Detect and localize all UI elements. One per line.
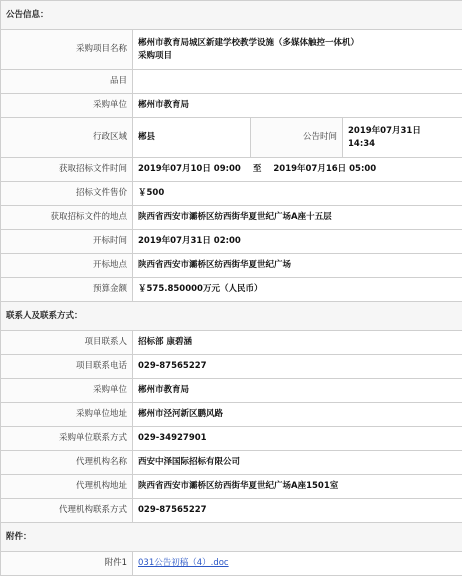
project-name-label: 采购项目名称 — [1, 30, 133, 70]
project-name-value — [133, 30, 462, 70]
doc-place-value: 陕西省西安市灞桥区纺西街华夏世纪广场A座十五层 — [133, 206, 462, 230]
announcement-section-title: 公告信息： — [1, 1, 462, 30]
agency-name-value: 西安中泽国际招标有限公司 — [133, 451, 462, 475]
doc-time-value — [133, 158, 462, 182]
purchaser-value: 郴州市教育局 — [133, 94, 462, 118]
open-place-value: 陕西省西安市灞桥区纺西街华夏世纪广场 — [133, 254, 462, 278]
doc-price-label: 招标文件售价 — [1, 182, 133, 206]
region-value: 郴县 — [133, 118, 251, 158]
attachment1-label: 附件1 — [1, 552, 133, 576]
purchaser-address-value: 郴州市泾河新区鹏风路 — [133, 403, 462, 427]
doc-place-label: 获取招标文件的地点 — [1, 206, 133, 230]
publish-time-value — [343, 118, 462, 158]
attachment1-link[interactable]: 031公告初稿（4）.doc — [138, 558, 229, 568]
purchaser-phone-label: 采购单位联系方式 — [1, 427, 133, 451]
agency-address-value: 陕西省西安市灞桥区纺西街华夏世纪广场A座1501室 — [133, 475, 462, 499]
region-label: 行政区域 — [1, 118, 133, 158]
attachment1-cell — [133, 552, 462, 576]
purchaser-label: 采购单位 — [1, 94, 133, 118]
publish-time-label: 公告时间 — [251, 118, 343, 158]
contact-purchaser-label: 采购单位 — [1, 379, 133, 403]
doc-price-value: ￥500 — [133, 182, 462, 206]
project-name-line1: 郴州市教育局城区新建学校教学设施（多媒体触控一体机） — [138, 37, 457, 50]
open-place-label: 开标地点 — [1, 254, 133, 278]
doc-time-sep: 至 — [253, 164, 262, 174]
project-contact-label: 项目联系人 — [1, 331, 133, 355]
project-phone-label: 项目联系电话 — [1, 355, 133, 379]
category-label: 品目 — [1, 70, 133, 94]
doc-time-label: 获取招标文件时间 — [1, 158, 133, 182]
agency-address-label: 代理机构地址 — [1, 475, 133, 499]
project-phone-value: 029-87565227 — [133, 355, 462, 379]
agency-phone-value: 029-87565227 — [133, 499, 462, 523]
project-name-line2: 采购项目 — [138, 50, 457, 63]
category-value — [133, 70, 462, 94]
purchaser-address-label: 采购单位地址 — [1, 403, 133, 427]
contact-purchaser-value: 郴州市教育局 — [133, 379, 462, 403]
attachments-section-title: 附件： — [1, 523, 462, 552]
budget-label: 预算金额 — [1, 278, 133, 302]
open-time-label: 开标时间 — [1, 230, 133, 254]
purchaser-phone-value: 029-34927901 — [133, 427, 462, 451]
publish-time-line1: 2019年07月31日 — [348, 125, 457, 138]
open-time-value: 2019年07月31日 02:00 — [133, 230, 462, 254]
agency-name-label: 代理机构名称 — [1, 451, 133, 475]
budget-value: ￥575.850000万元（人民币） — [133, 278, 462, 302]
doc-time-end: 2019年07月16日 05:00 — [273, 164, 376, 174]
project-contact-value: 招标部 康碧涵 — [133, 331, 462, 355]
doc-time-start: 2019年07月10日 09:00 — [138, 164, 241, 174]
publish-time-line2: 14:34 — [348, 138, 457, 151]
contacts-section-title: 联系人及联系方式： — [1, 302, 462, 331]
agency-phone-label: 代理机构联系方式 — [1, 499, 133, 523]
